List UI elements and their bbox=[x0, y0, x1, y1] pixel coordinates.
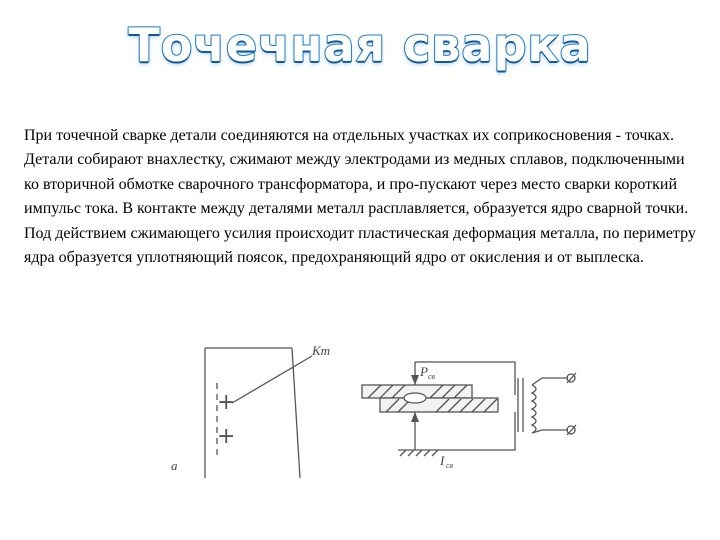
lead-top bbox=[532, 378, 568, 385]
weld-point-2: + bbox=[217, 424, 236, 449]
weld-points bbox=[217, 390, 235, 449]
weld-nugget bbox=[404, 393, 426, 403]
label-a: a bbox=[171, 458, 178, 473]
weld-point-1: + bbox=[217, 390, 236, 415]
label-force-sub: св bbox=[428, 372, 436, 381]
label-force: P bbox=[420, 364, 428, 379]
label-current-sub: св bbox=[446, 461, 454, 470]
transformer-coil bbox=[532, 385, 536, 433]
label-current: I bbox=[440, 453, 445, 468]
description-paragraph: При точечной сварке детали соединяются на отдельных участках их соприкосновения - точках. Детали собирают внахлестку, сжимают между электродами из медных сплавов, подключенными ко вторичной обмотке сварочного трансформатора, и про-пускают через место сварки короткий импульс тока. В контакте между деталями металл расплавляется, образуется ядро сварной точки. Под действием сжимающего усилия происходит пластическая деформация металла, по периметру ядра образуется уплотняющий поясок, предохраняющий ядро от окисления и от выплеска. bbox=[24, 127, 696, 267]
page-title: Точечная сварка bbox=[128, 18, 592, 72]
force-arrow-bottom bbox=[411, 412, 419, 422]
label-kt: Кт bbox=[312, 343, 331, 358]
lower-wire bbox=[440, 412, 515, 450]
electrode-setup-drawing bbox=[362, 362, 576, 456]
force-arrow-top bbox=[411, 375, 419, 385]
pointer-line bbox=[232, 356, 312, 403]
lead-bottom bbox=[532, 430, 568, 433]
